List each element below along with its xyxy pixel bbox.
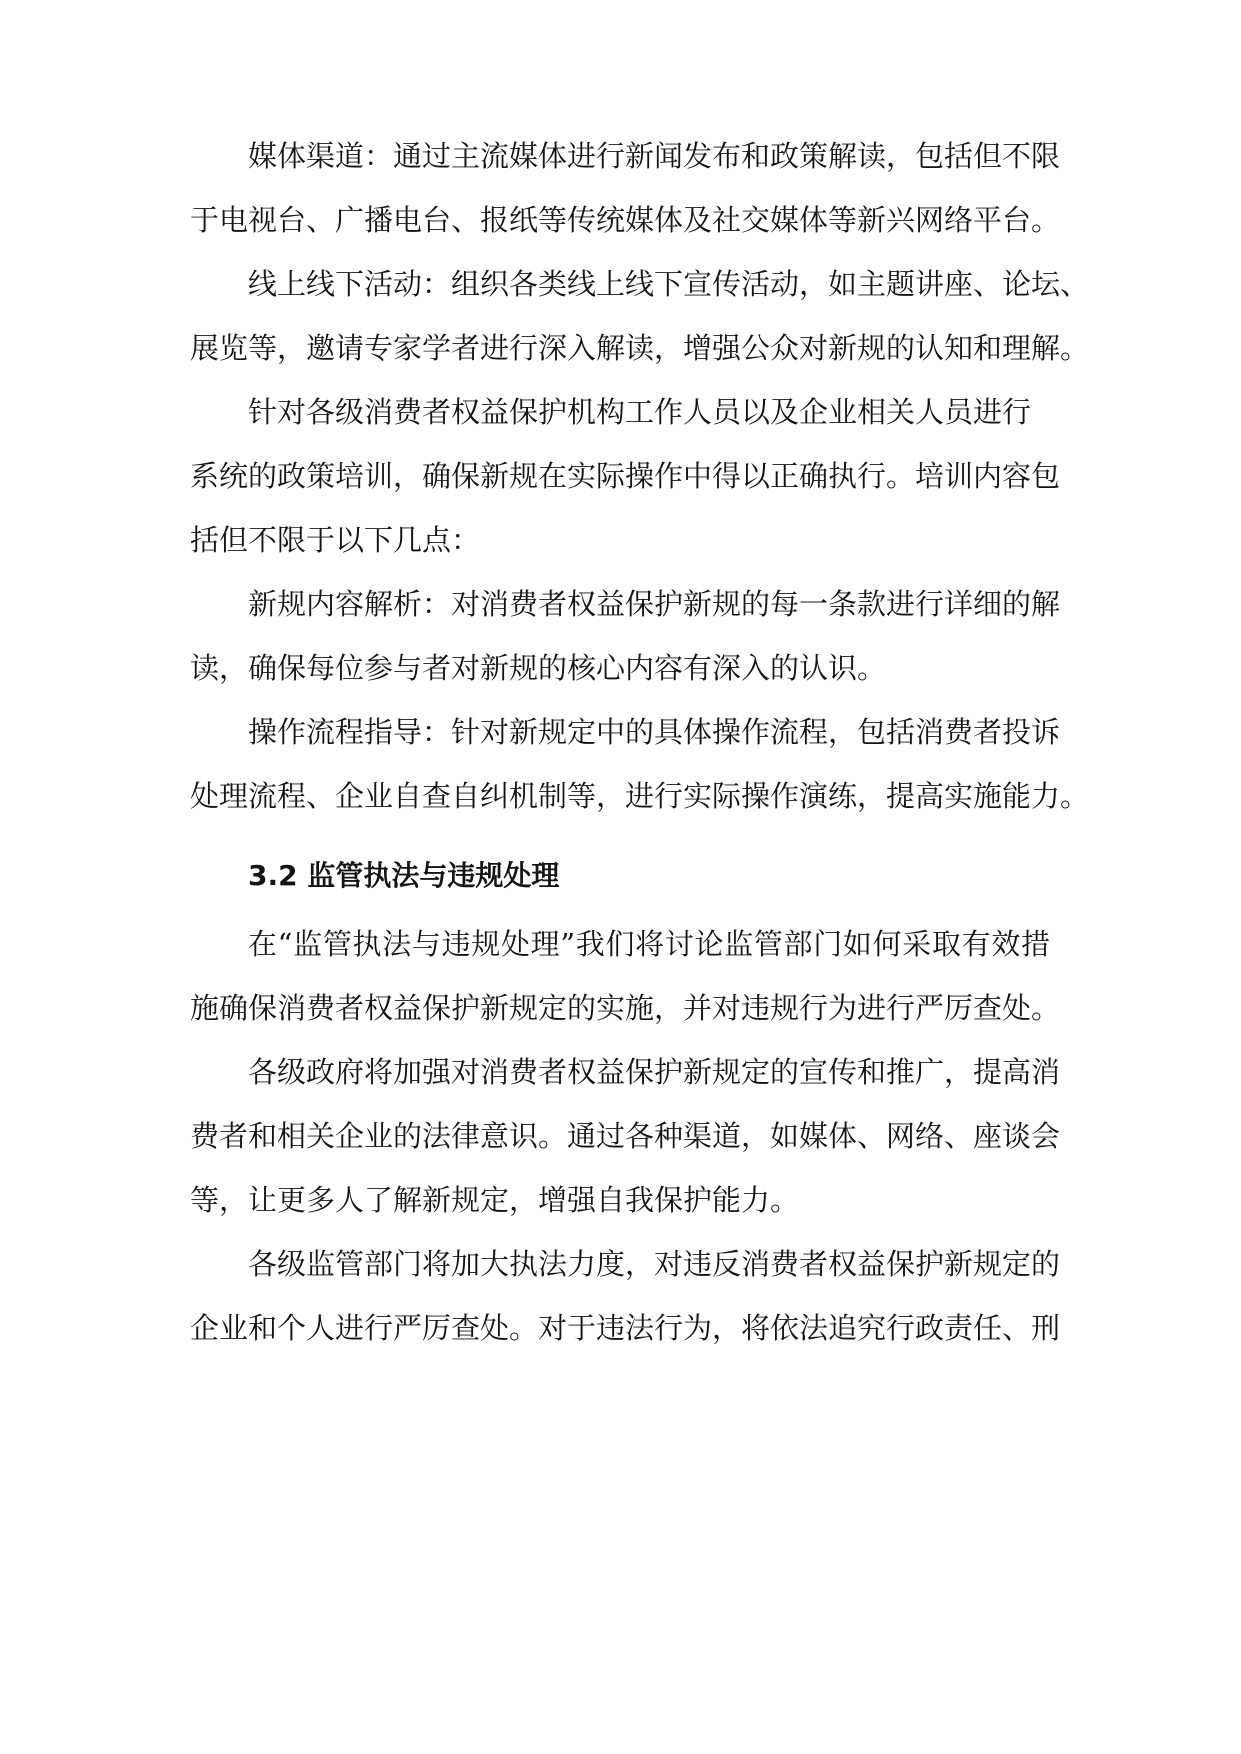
paragraph-line: 处理流程、企业自查自纠机制等，进行实际操作演练，提高实施能力。 <box>190 779 1090 813</box>
paragraph-line: 各级政府将加强对消费者权益保护新规定的宣传和推广，提高消 <box>248 1055 1061 1089</box>
paragraph-line: 企业和个人进行严厉查处。对于违法行为，将依法追究行政责任、刑 <box>190 1311 1061 1345</box>
paragraph-line: 施确保消费者权益保护新规定的实施，并对违规行为进行严厉查处。 <box>190 991 1061 1025</box>
paragraph-line: 各级监管部门将加大执法力度，对违反消费者权益保护新规定的 <box>248 1247 1061 1281</box>
paragraph-line: 媒体渠道：通过主流媒体进行新闻发布和政策解读，包括但不限 <box>248 139 1061 173</box>
paragraph-line: 括但不限于以下几点： <box>190 523 481 557</box>
paragraph-line: 系统的政策培训，确保新规在实际操作中得以正确执行。培训内容包 <box>190 459 1061 493</box>
paragraph-line: 费者和相关企业的法律意识。通过各种渠道，如媒体、网络、座谈会 <box>190 1119 1061 1153</box>
paragraph-line: 于电视台、广播电台、报纸等传统媒体及社交媒体等新兴网络平台。 <box>190 203 1061 237</box>
paragraph-line: 读，确保每位参与者对新规的核心内容有深入的认识。 <box>190 651 887 685</box>
section-heading: 3.2 监管执法与违规处理 <box>248 859 560 892</box>
paragraph-line: 展览等，邀请专家学者进行深入解读，增强公众对新规的认知和理解。 <box>190 331 1090 365</box>
paragraph-line: 等，让更多人了解新规定，增强自我保护能力。 <box>190 1183 800 1217</box>
paragraph-line: 针对各级消费者权益保护机构工作人员以及企业相关人员进行 <box>248 395 1032 429</box>
paragraph-line: 操作流程指导：针对新规定中的具体操作流程，包括消费者投诉 <box>248 715 1061 749</box>
paragraph-line: 在“监管执法与违规处理”我们将讨论监管部门如何采取有效措 <box>248 927 1050 961</box>
paragraph-line: 新规内容解析：对消费者权益保护新规的每一条款进行详细的解 <box>248 587 1061 621</box>
paragraph-line: 线上线下活动：组织各类线上线下宣传活动，如主题讲座、论坛、 <box>248 267 1090 301</box>
